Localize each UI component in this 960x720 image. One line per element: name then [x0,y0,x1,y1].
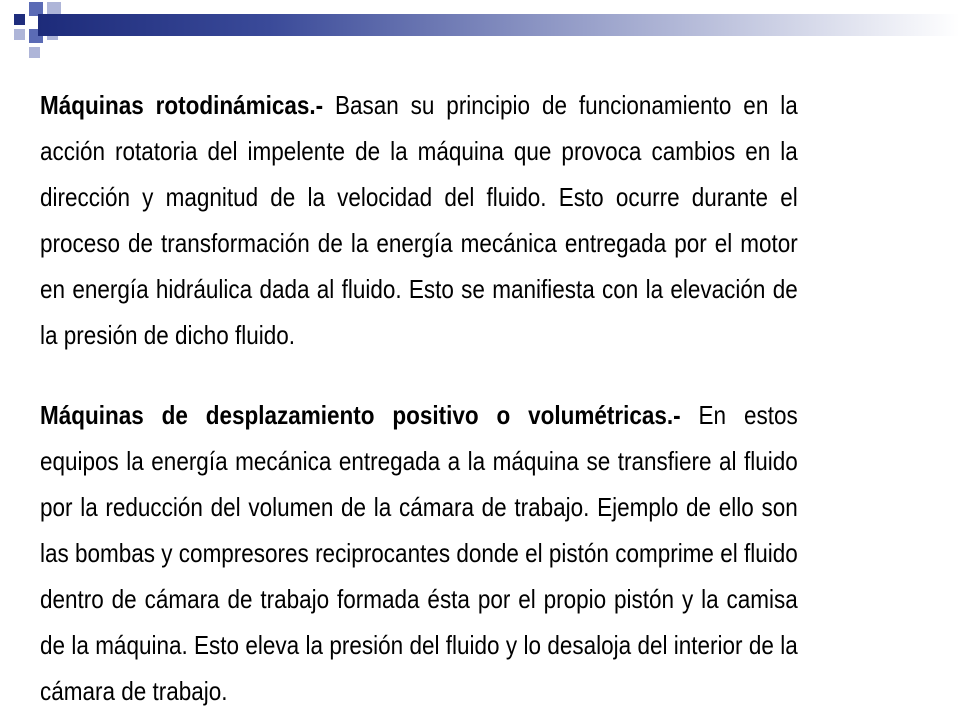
paragraph-text: En estos equipos la energía mecánica entregada a la máquina se transfiere al fluido por la reducción del volumen de la cámara de trabajo. Ejemplo de ello son las bombas y compresores reciprocantes donde el pistón comprime el fluido dentro de cámara de trabajo formada ésta por el propio pistón y la camisa de la máquina. Esto eleva la presión del fluido y lo desaloja del interior de la cámara de trabajo. [40,400,798,706]
paragraph-text: Basan su principio de funcionamiento en la acción rotatoria del impelente de la máquina que provoca cambios en la dirección y magnitud de la velocidad del fluido. Esto ocurre durante el proceso de transformación de la energía mecánica entregada por el motor en energía hidráulica dada al fluido. Esto se manifiesta con la elevación de la presión de dicho fluido. [40,90,798,350]
title-bar [38,14,960,36]
paragraph-term: Máquinas de desplazamiento positivo o volumétricas.- [40,400,681,430]
decorative-square-icon [14,29,25,40]
paragraph [40,82,798,358]
paragraph [40,392,798,714]
decorative-square-icon [14,14,25,25]
decorative-square-icon [29,47,40,58]
paragraph-volumetricas [40,392,798,714]
paragraph-term: Máquinas rotodinámicas.- [40,90,324,120]
paragraph-rotodinamicas [40,82,798,358]
